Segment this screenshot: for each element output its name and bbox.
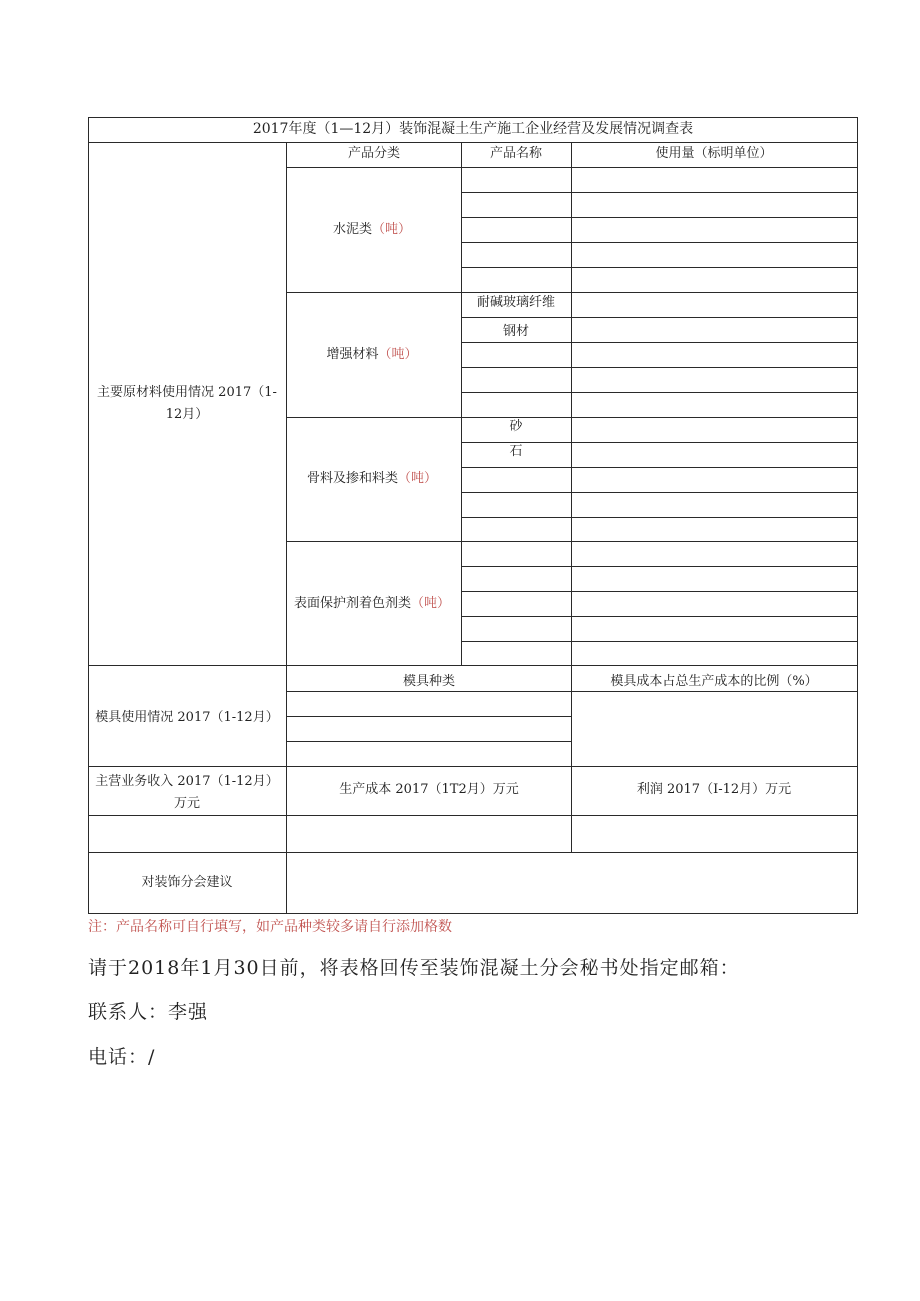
group-reinforcement [326,346,417,364]
contact-person: 联系人：李强 [88,1001,209,1023]
contact-phone: 电话：/ [88,1046,156,1068]
group-surface-agent [294,595,450,613]
group-cement [333,221,411,239]
molds-section-label: 模具使用情况 2017（1-12月） [95,710,279,725]
table-note: 注：产品名称可自行填写，如产品种类较多请自行添加格数 [88,919,452,935]
product-sand: 砂 [509,419,523,434]
group-cement-name: 水泥类 [332,222,372,237]
table-title: 2017年度（1—12月）装饰混凝土生产施工企业经营及发展情况调查表 [252,121,694,137]
profit-label: 利润 2017（I-12月）万元 [636,782,792,797]
revenue-label: 主营业务收入 2017（1-12月）万元 [95,774,279,811]
header-product-name: 产品名称 [489,146,543,161]
product-stone: 石 [509,444,523,459]
group-surface-agent-name: 表面保护剂着色剂类 [293,596,411,611]
suggestion-label: 对装饰分会建议 [141,875,233,890]
header-category: 产品分类 [347,146,401,161]
materials-section-label: 主要原材料使用情况 2017（1-12月） [97,385,277,422]
header-usage: 使用量（标明单位） [655,146,773,161]
submission-instruction: 请于2018年1月30日前，将表格回传至装饰混凝土分会秘书处指定邮箱： [88,957,740,979]
group-aggregate [307,470,437,488]
product-glass-fiber: 耐碱玻璃纤维 [476,295,556,310]
group-aggregate-name: 骨料及掺和料类 [306,471,398,486]
product-steel: 钢材 [502,324,530,339]
molds-col-ratio: 模具成本占总生产成本的比例（%） [610,674,818,689]
cost-label: 生产成本 2017（1T2月）万元 [339,782,519,797]
group-cement-unit: （吨） [372,222,412,237]
molds-col-type: 模具种类 [402,674,456,689]
group-aggregate-unit: （吨） [398,471,438,486]
group-reinforcement-unit: （吨） [378,347,418,362]
group-reinforcement-name: 增强材料 [326,347,379,362]
group-surface-agent-unit: （吨） [411,596,451,611]
